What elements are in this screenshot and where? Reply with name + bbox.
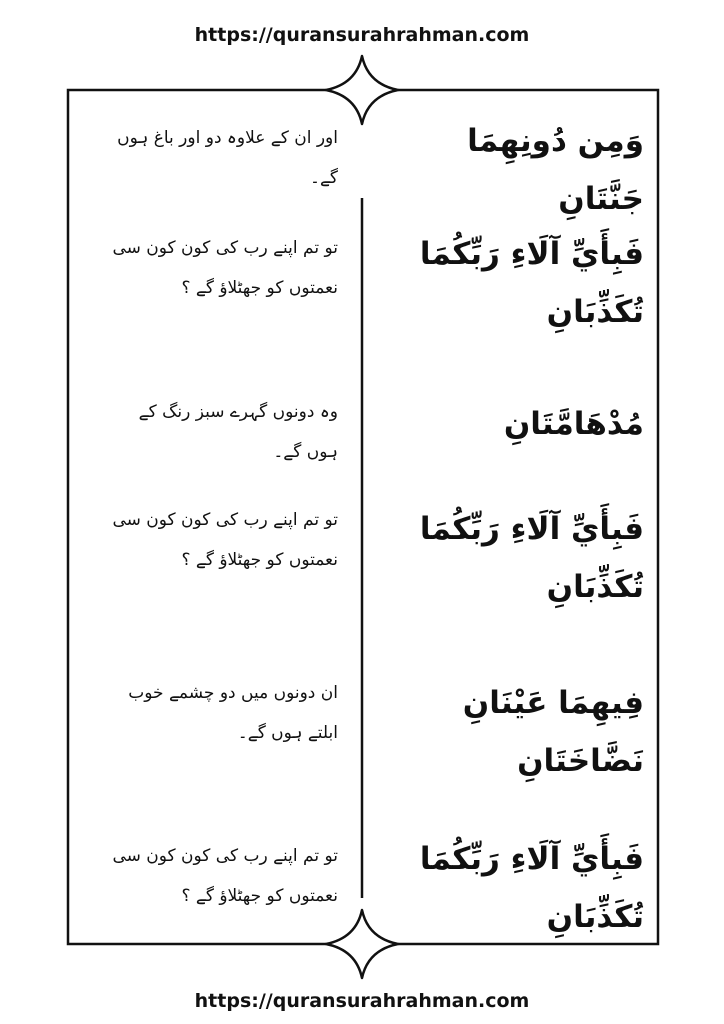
row-1-arabic: وَمِن دُونِهِمَا جَنَّتَانِ: [467, 123, 644, 217]
row-4-arabic: فَبِأَيِّ آلَاءِ رَبِّكُمَا تُكَذِّبَانِ: [419, 511, 644, 605]
row-3-urdu: وہ دونوں گہرے سبز رنگ کے ہوں گے۔: [138, 402, 338, 462]
row-6-urdu: تو تم اپنے رب کی کون کون سی نعمتوں کو جھٹلاؤ گے ؟: [112, 846, 338, 906]
header-url[interactable]: https://quransurahrahman.com: [194, 24, 530, 46]
row-6-arabic: فَبِأَيِّ آلَاءِ رَبِّكُمَا تُكَذِّبَانِ: [419, 841, 644, 935]
row-2-urdu: تو تم اپنے رب کی کون کون سی نعمتوں کو جھٹلاؤ گے ؟: [112, 238, 338, 298]
row-3-arabic: مُدْهَامَّتَانِ: [503, 406, 644, 442]
row-4-urdu: تو تم اپنے رب کی کون کون سی نعمتوں کو جھٹلاؤ گے ؟: [112, 510, 338, 570]
footer-url[interactable]: https://quransurahrahman.com: [194, 990, 530, 1012]
row-5-urdu: ان دونوں میں دو چشمے خوب ابلتے ہوں گے۔: [128, 683, 338, 743]
row-1-urdu: اور ان کے علاوہ دو اور باغ ہوں گے۔: [117, 128, 338, 188]
row-5-arabic: فِيهِمَا عَيْنَانِ نَضَّاخَتَانِ: [462, 685, 644, 779]
row-2-arabic: فَبِأَيِّ آلَاءِ رَبِّكُمَا تُكَذِّبَانِ: [419, 236, 644, 330]
